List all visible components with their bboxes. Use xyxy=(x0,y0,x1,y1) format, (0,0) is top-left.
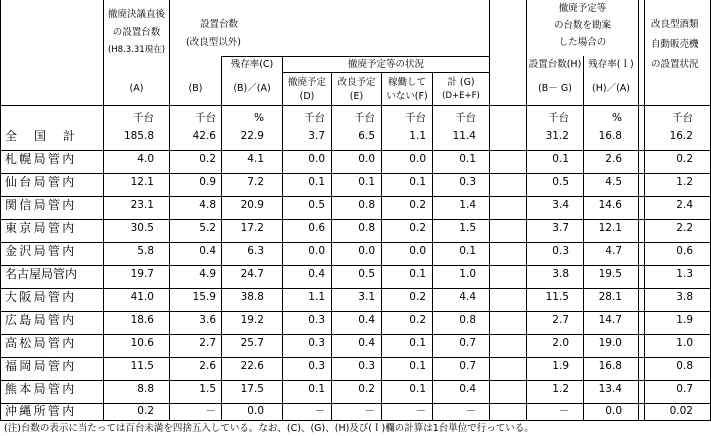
table-cell: 14.7 xyxy=(598,314,622,326)
col-a-header-line2: の設置台数 xyxy=(112,27,161,38)
table-cell: 5.2 xyxy=(199,222,216,234)
table-cell: 0.8 xyxy=(676,360,693,372)
table-cell: 0.1 xyxy=(409,337,426,349)
row-label-bureau: 福岡局管内 xyxy=(5,359,77,373)
table-cell: 2.7 xyxy=(199,337,216,349)
col-e-line1: 改良予定 xyxy=(337,77,376,88)
table-cell: 0.3 xyxy=(552,245,569,257)
table-cell: 0.1 xyxy=(552,153,569,165)
table-cell: 0.3 xyxy=(358,360,375,372)
table-cell: 0.5 xyxy=(552,176,569,188)
col-h-code: (B－ G) xyxy=(538,83,572,94)
table-cell: 0.02 xyxy=(669,405,693,417)
row-label-total: 全国計 xyxy=(5,129,93,143)
col-g-line1: 計 (G) xyxy=(447,77,475,88)
table-cell: 15.9 xyxy=(192,291,216,303)
table-cell: 2.6 xyxy=(199,360,216,372)
table-cell: － xyxy=(465,405,476,417)
table-cell: 2.2 xyxy=(676,222,693,234)
table-cell: 0.4 xyxy=(459,383,476,395)
unit-cell: 千台 xyxy=(304,112,325,124)
adjusted-header-line3: した場合の xyxy=(558,37,607,48)
row-label-bureau: 金沢局管内 xyxy=(5,244,77,258)
table-cell: 4.8 xyxy=(199,199,216,211)
table-cell: 22.6 xyxy=(240,360,264,372)
col-g-line2: (D+E+F) xyxy=(442,91,480,101)
table-cell: 0.0 xyxy=(409,153,426,165)
col-f-line1: 稼働して xyxy=(387,77,426,88)
table-cell: 1.1 xyxy=(409,130,426,142)
adjusted-header-line1: 撤廃予定等 xyxy=(558,3,607,14)
table-cell: 3.6 xyxy=(199,314,216,326)
table-cell: 3.1 xyxy=(358,291,375,303)
table-cell: 4.4 xyxy=(459,291,476,303)
table-cell: 0.2 xyxy=(676,153,693,165)
table-cell: 6.3 xyxy=(247,245,264,257)
unit-cell: 千台 xyxy=(195,112,216,124)
table-cell: 17.2 xyxy=(240,222,264,234)
table-cell: 19.7 xyxy=(130,268,154,280)
row-label-bureau: 高松局管内 xyxy=(5,336,77,350)
unit-cell: % xyxy=(254,112,264,124)
table-cell: 2.7 xyxy=(552,314,569,326)
table-cell: 3.8 xyxy=(552,268,569,280)
table-cell: 1.9 xyxy=(552,360,569,372)
col-e-line2: (E) xyxy=(349,91,364,102)
table-cell: 14.6 xyxy=(598,199,622,211)
table-cell: 22.9 xyxy=(240,130,264,142)
table-cell: 0.3 xyxy=(308,360,325,372)
table-cell: － xyxy=(415,405,426,417)
table-cell: － xyxy=(205,405,216,417)
table-cell: 11.5 xyxy=(545,291,569,303)
unit-cell: 千台 xyxy=(405,112,426,124)
table-cell: 30.5 xyxy=(130,222,154,234)
table-cell: 13.4 xyxy=(598,383,622,395)
table-cell: 19.2 xyxy=(240,314,264,326)
install-count-subtitle: (改良型以外) xyxy=(186,37,241,48)
table-cell: 0.2 xyxy=(137,405,154,417)
table-cell: 0.2 xyxy=(409,222,426,234)
table-cell: 0.1 xyxy=(409,360,426,372)
table-cell: 1.2 xyxy=(552,383,569,395)
table-cell: 0.0 xyxy=(308,245,325,257)
col-c-code: (B)／(A) xyxy=(233,83,271,94)
table-cell: 0.3 xyxy=(459,176,476,188)
row-label-bureau: 札幌局管内 xyxy=(5,152,77,166)
row-label-bureau: 仙台局管内 xyxy=(5,175,77,189)
col-b-code: (B) xyxy=(188,83,203,94)
table-cell: 0.4 xyxy=(358,314,375,326)
col-i-code: (H)／(A) xyxy=(592,83,630,94)
table-cell: 3.8 xyxy=(676,291,693,303)
table-cell: 3.7 xyxy=(552,222,569,234)
col-h-label: 設置台数(H) xyxy=(528,59,582,70)
table-cell: 0.3 xyxy=(308,337,325,349)
table-cell: 0.1 xyxy=(459,245,476,257)
table-cell: 1.0 xyxy=(459,268,476,280)
col-a-header-line3: (H8.3.31現在) xyxy=(107,45,166,55)
table-cell: 38.8 xyxy=(240,291,264,303)
table-cell: 0.2 xyxy=(409,291,426,303)
unit-cell: % xyxy=(612,112,622,124)
table-cell: 0.0 xyxy=(247,405,264,417)
table-cell: 17.5 xyxy=(240,383,264,395)
col-a-header-line1: 撤廃決議直後 xyxy=(107,9,165,20)
table-cell: 0.0 xyxy=(358,153,375,165)
table-cell: 16.8 xyxy=(598,360,622,372)
table-cell: 12.1 xyxy=(598,222,622,234)
table-cell: 4.5 xyxy=(605,176,622,188)
table-cell: 3.4 xyxy=(552,199,569,211)
col-f-line2: いない(F) xyxy=(386,91,428,102)
table-cell: 11.4 xyxy=(452,130,476,142)
table-cell: 0.1 xyxy=(358,176,375,188)
unit-cell: 千台 xyxy=(672,112,693,124)
table-cell: 0.7 xyxy=(459,360,476,372)
table-cell: 16.2 xyxy=(669,130,693,142)
table-cell: 23.1 xyxy=(130,199,154,211)
table-cell: 0.2 xyxy=(199,153,216,165)
row-label-bureau: 沖縄所管内 xyxy=(5,404,77,418)
table-cell: 185.8 xyxy=(123,130,154,142)
table-cell: 0.2 xyxy=(409,314,426,326)
improved-header-line3: の設置状況 xyxy=(651,59,699,70)
table-cell: 0.5 xyxy=(308,199,325,211)
table-cell: 0.0 xyxy=(308,153,325,165)
table-cell: 0.0 xyxy=(409,245,426,257)
table-cell: 24.7 xyxy=(240,268,264,280)
table-cell: 25.7 xyxy=(240,337,264,349)
table-cell: 10.6 xyxy=(130,337,154,349)
table-cell: 1.1 xyxy=(308,291,325,303)
table-cell: 1.2 xyxy=(676,176,693,188)
table-cell: 2.0 xyxy=(552,337,569,349)
table-cell: 2.4 xyxy=(676,199,693,211)
row-label-bureau: 広島局管内 xyxy=(5,313,77,327)
table-cell: 18.6 xyxy=(130,314,154,326)
table-cell: 0.1 xyxy=(409,176,426,188)
adjusted-header-line2: の台数を勘案 xyxy=(553,20,611,31)
table-cell: 42.6 xyxy=(192,130,216,142)
table-cell: 1.5 xyxy=(459,222,476,234)
table-cell: 0.9 xyxy=(199,176,216,188)
row-label-bureau: 名古屋局管内 xyxy=(5,267,78,281)
table-cell: 0.1 xyxy=(409,268,426,280)
table-cell: 1.3 xyxy=(676,268,693,280)
table-cell: 0.6 xyxy=(676,245,693,257)
table-cell: 1.9 xyxy=(676,314,693,326)
table-cell: 16.8 xyxy=(598,130,622,142)
table-cell: 2.6 xyxy=(605,153,622,165)
table-cell: 28.1 xyxy=(598,291,622,303)
table-cell: 7.2 xyxy=(247,176,264,188)
row-label-bureau: 熊本局管内 xyxy=(5,382,77,396)
table-cell: 4.7 xyxy=(605,245,622,257)
table-cell: 4.1 xyxy=(247,153,264,165)
table-cell: 11.5 xyxy=(130,360,154,372)
table-cell: 4.9 xyxy=(199,268,216,280)
table-cell: 0.8 xyxy=(358,199,375,211)
install-count-title: 設置台数 xyxy=(200,19,239,30)
row-label-bureau: 東京局管内 xyxy=(5,221,77,235)
col-i-label: 残存率(Ｉ) xyxy=(588,59,634,70)
table-cell: 0.6 xyxy=(308,222,325,234)
table-cell: 31.2 xyxy=(545,130,569,142)
table-cell: 0.2 xyxy=(409,199,426,211)
table-cell: 4.0 xyxy=(137,153,154,165)
table-cell: 0.2 xyxy=(358,383,375,395)
table-cell: 1.5 xyxy=(199,383,216,395)
table-cell: 0.4 xyxy=(199,245,216,257)
table-cell: 0.7 xyxy=(459,337,476,349)
table-cell: 0.4 xyxy=(358,337,375,349)
table-cell: 0.1 xyxy=(459,153,476,165)
table-cell: 1.0 xyxy=(676,337,693,349)
table-cell: 12.1 xyxy=(130,176,154,188)
table-cell: 0.4 xyxy=(308,268,325,280)
table-cell: － xyxy=(558,405,569,417)
col-d-line2: (D) xyxy=(299,91,315,102)
table-cell: 6.5 xyxy=(358,130,375,142)
row-label-bureau: 関信局管内 xyxy=(5,198,77,212)
table-cell: 0.1 xyxy=(308,383,325,395)
table-cell: 0.8 xyxy=(459,314,476,326)
table-cell: 0.7 xyxy=(676,383,693,395)
unit-cell: 千台 xyxy=(354,112,375,124)
table-cell: 41.0 xyxy=(130,291,154,303)
status-title: 撤廃予定等の状況 xyxy=(347,59,424,70)
improved-header-line1: 改良型酒類 xyxy=(651,19,699,30)
table-cell: － xyxy=(364,405,375,417)
table-cell: 8.8 xyxy=(137,383,154,395)
unit-cell: 千台 xyxy=(548,112,569,124)
row-label-bureau: 大阪局管内 xyxy=(5,290,77,304)
col-a-code: (A) xyxy=(129,83,144,94)
table-cell: 0.3 xyxy=(308,314,325,326)
table-cell: 1.4 xyxy=(459,199,476,211)
table-cell: － xyxy=(314,405,325,417)
table-cell: 0.0 xyxy=(358,245,375,257)
table-cell: 0.0 xyxy=(605,405,622,417)
unit-cell: 千台 xyxy=(133,112,154,124)
footnote: (注)台数の表示に当たっては百台未満を四捨五入している。なお、(C)、(G)、(H)及び(Ｉ)欄の計算は1台単位で行っている。 xyxy=(4,423,534,434)
table-cell: 0.5 xyxy=(358,268,375,280)
table-cell: 19.5 xyxy=(598,268,622,280)
improved-header-line2: 自動販売機 xyxy=(651,39,699,50)
table-cell: 0.8 xyxy=(358,222,375,234)
table-cell: 3.7 xyxy=(308,130,325,142)
table-cell: 19.0 xyxy=(598,337,622,349)
col-c-label: 残存率(C) xyxy=(230,59,274,70)
table-cell: 0.1 xyxy=(409,383,426,395)
table-cell: 20.9 xyxy=(240,199,264,211)
table-cell: 5.8 xyxy=(137,245,154,257)
col-d-line1: 撤廃予定 xyxy=(287,77,326,88)
unit-cell: 千台 xyxy=(455,112,476,124)
table-cell: 0.1 xyxy=(308,176,325,188)
